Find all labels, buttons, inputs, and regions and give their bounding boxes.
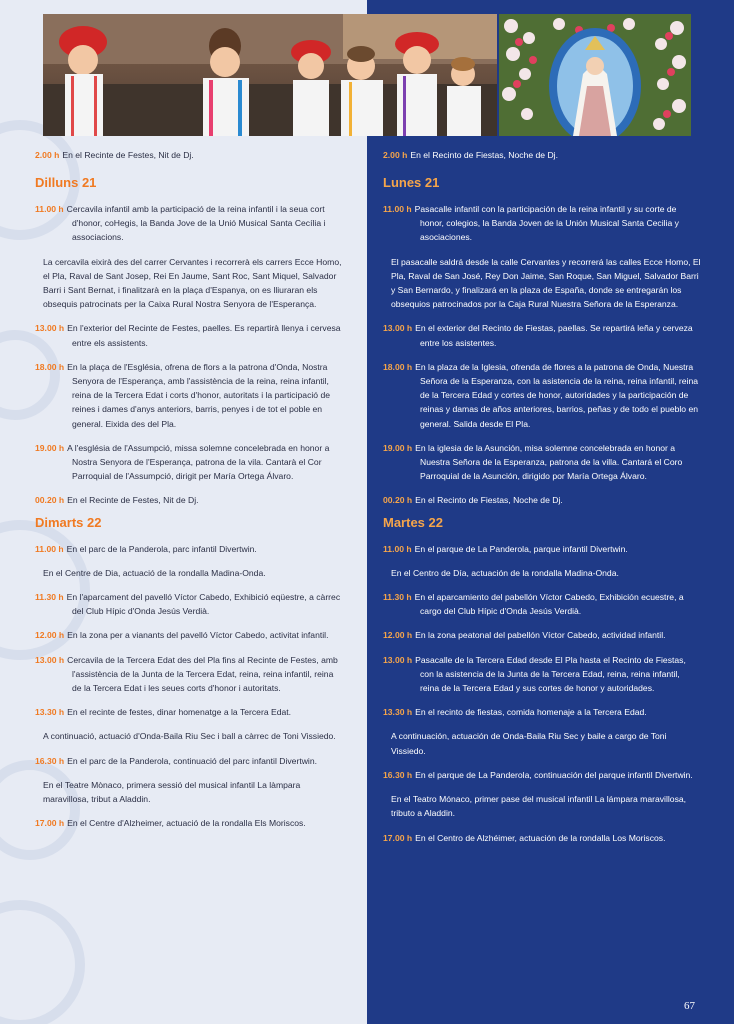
entry-text: En l'exterior del Recinte de Festes, paelles. Es repartirà llenya i cervesa entre els assistents. (67, 323, 341, 348)
entry-time: 17.00 h (383, 832, 413, 843)
entry-text: Pasacalle infantil con la participación de la reina infantil y su corte de honor, colegios, la Banda Joven de la Unión Musical Santa Cecilia y asociaciones. (414, 204, 679, 243)
entry-text: En el parc de la Panderola, continuació del parc infantil Divertwin. (67, 755, 317, 766)
entry-time: 11.00 h (35, 204, 64, 214)
schedule-entry (383, 493, 701, 507)
schedule-entry (35, 441, 345, 484)
entry-text: En el recinto de fiestas, comida homenaje a la Tercera Edad. (415, 707, 647, 718)
entry-text: En el parque de La Panderola, parque infantil Divertwin. (414, 543, 628, 554)
entry-text: En el Recinte de Festes, Nit de Dj. (62, 150, 194, 160)
entry-time: 11.00 h (35, 543, 64, 554)
schedule-entry (383, 542, 701, 556)
entry-text: En el exterior del Recinto de Fiestas, paellas. Se repartirá leña y cerveza entre los asistentes. (415, 323, 693, 348)
entry-time: 13.00 h (383, 654, 413, 665)
schedule-entry (383, 590, 701, 618)
entry-time: 19.00 h (383, 442, 413, 453)
entry-time: 16.30 h (383, 769, 413, 780)
schedule-entry (35, 202, 345, 245)
entry-text: En el parque de La Panderola, continuación del parque infantil Divertwin. (415, 769, 693, 780)
schedule-entry (383, 768, 701, 782)
page-number: 67 (684, 1000, 695, 1012)
entry-text: En el aparcamiento del pabellón Víctor Cabedo, Exhibición ecuestre, a cargo del Club Hípic d'Onda Jesús Verdià. (414, 592, 684, 617)
schedule-entry (35, 705, 345, 719)
entry-time: 13.30 h (383, 707, 413, 718)
virgin-flower-offering-photo (499, 14, 691, 136)
entry-text: En el Recinto de Fiestas, Noche de Dj. (415, 495, 563, 506)
schedule-entry (383, 628, 701, 642)
entry-time: 12.00 h (383, 630, 413, 641)
entry-time: 11.30 h (383, 592, 412, 603)
entry-text: A l'església de l'Assumpció, missa solemne concelebrada en honor a Nostra Senyora de l'Esperança, patrona de la vila. Cantarà el Cor Parroquial de l'Assumpció, dirigit per María Ortega Álvaro. (67, 442, 330, 482)
schedule-entry (383, 831, 701, 845)
day-heading: Dilluns 21 (35, 175, 97, 190)
entry-text: En el Recinto de Fiestas, Noche de Dj. (410, 150, 558, 160)
entry-text: En la iglesia de la Asunción, misa solemne concelebrada en honor a Nuestra Señora de la Esperanza, patrona de la villa. Cantará el Coro Parroquial de la Asunción, dirigido por María Ortega Álvaro. (415, 442, 683, 482)
children-parade-photo (43, 14, 497, 136)
schedule-entry (383, 360, 701, 431)
entry-time: 13.00 h (383, 323, 413, 334)
entry-text: En l'aparcament del pavelló Víctor Cabedo, Exhibició eqüestre, a càrrec del Club Hípic d'Onda Jesús Verdià. (66, 592, 341, 617)
entry-time: 11.00 h (383, 543, 412, 554)
entry-text: En el Recinte de Festes, Nit de Dj. (67, 495, 199, 506)
schedule-paragraph: La cercavila eixirà des del carrer Cervantes i recorrerà els carrers Ecce Homo, el Pla, Raval de Sant Josep, Rei En Jaume, Sant Roc, Sant Miquel, Salvador Barri i Sant Bernat, i finalitzarà en la plaça d'Espanya, on es lliuraran els obsequis patrocinats per la Caixa Rural Nostra Senyora de l'Esperança. (43, 256, 342, 310)
entry-time: 00.20 h (35, 495, 65, 506)
entry-time: 13.00 h (35, 654, 65, 665)
valencian-column (35, 148, 345, 831)
day-heading: Lunes 21 (383, 175, 440, 190)
entry-time: 11.30 h (35, 592, 64, 603)
schedule-entry (35, 493, 345, 507)
schedule-entry (383, 148, 701, 162)
entry-text: En la plaça de l'Església, ofrena de flors a la patrona d'Onda, Nostra Senyora de l'Esperança, amb l'assistència de la reina, reina infantil, reina de la Tercera Edat i corts d'honor, autoritats i la participació de reines i dames d'anys anteriors, barris, penyes i de tot el poble en general. Eixida des del Pla. (67, 361, 331, 429)
schedule-entry (35, 542, 345, 556)
entry-text: En la zona peatonal del pabellón Víctor Cabedo, actividad infantil. (415, 630, 666, 641)
schedule-paragraph: En el Teatre Mònaco, primera sessió del musical infantil La làmpara maravillosa, tribut a Aladdin. (43, 779, 301, 805)
schedule-entry (35, 628, 345, 642)
entry-text: En el recinte de festes, dinar homenatge a la Tercera Edat. (67, 707, 292, 718)
schedule-entry (383, 653, 701, 696)
schedule-entry (383, 321, 701, 349)
day-heading: Dimarts 22 (35, 514, 102, 530)
entry-time: 18.00 h (383, 361, 413, 372)
entry-text: Pasacalle de la Tercera Edad desde El Pla hasta el Recinto de Fiestas, con la asistencia de la Junta de la Tercera Edad, reina, reina infantil, reina de la Tercera Edad y sus cortes de honor y autoridades. (415, 654, 686, 694)
schedule-paragraph: A continuació, actuació d'Onda-Baila Riu Sec i ball a càrrec de Toni Vissiedo. (43, 731, 336, 742)
entry-time: 13.00 h (35, 323, 65, 334)
entry-time: 17.00 h (35, 818, 65, 829)
schedule-entry (35, 148, 345, 162)
schedule-paragraph: En el Centro de Día, actuación de la rondalla Madina-Onda. (391, 567, 619, 578)
entry-time: 16.30 h (35, 755, 65, 766)
entry-time: 11.00 h (383, 204, 412, 214)
schedule-entry (35, 816, 345, 830)
entry-text: En el parc de la Panderola, parc infantil Divertwin. (66, 543, 257, 554)
schedule-entry (383, 441, 701, 484)
entry-text: En el Centro de Alzhéimer, actuación de la rondalla Los Moriscos. (415, 832, 666, 843)
entry-time: 2.00 h (35, 150, 60, 160)
day-heading: Martes 22 (383, 514, 443, 530)
entry-time: 12.00 h (35, 630, 65, 641)
entry-text: En el Centre d'Alzheimer, actuació de la rondalla Els Moriscos. (67, 818, 306, 829)
schedule-entry (383, 202, 701, 245)
entry-text: Cercavila infantil amb la participació de la reina infantil i la seua cort d'honor, coHegis, la Banda Jove de la Unió Musical Santa Cecília i associacions. (66, 204, 326, 243)
entry-text: En la plaza de la Iglesia, ofrenda de flores a la patrona de Onda, Nuestra Señora de la Esperanza, con la asistencia de la reina, reina infantil, reina de la Tercera Edad y cortes de honor, autoridades y la participación de reinas y damas de años anteriores, barrios, peñas y de todo el pueblo en general. Salida desde El Pla. (415, 361, 699, 429)
schedule-entry (35, 653, 345, 696)
schedule-entry (35, 590, 345, 618)
entry-time: 2.00 h (383, 150, 408, 160)
schedule-entry (35, 321, 345, 349)
schedule-entry (383, 705, 701, 719)
schedule-entry (35, 754, 345, 768)
schedule-paragraph: En el Centre de Dia, actuació de la rondalla Madina-Onda. (43, 567, 266, 578)
entry-time: 18.00 h (35, 361, 65, 372)
schedule-paragraph: El pasacalle saldrá desde la calle Cervantes y recorrerá las calles Ecce Homo, El Pla, Raval de San José, Rey Don Jaime, San Roque, San Miguel, Salvador Barri y San Bernardo, y finalizará en la plaza de España, donde se entregarán los obsequios patrocinados por la Caja Rural Nuestra Señora de la Esperanza. (391, 256, 701, 310)
spanish-column (383, 148, 701, 845)
entry-text: En la zona per a vianants del pavelló Víctor Cabedo, activitat infantil. (67, 630, 329, 641)
schedule-paragraph: En el Teatro Mónaco, primer pase del musical infantil La lámpara maravillosa, tributo a Aladdin. (391, 794, 687, 819)
schedule-entry (35, 360, 345, 431)
entry-time: 00.20 h (383, 495, 413, 506)
schedule-paragraph: A continuación, actuación de Onda-Baila Riu Sec y baile a cargo de Toni Vissiedo. (391, 731, 667, 756)
entry-time: 13.30 h (35, 707, 65, 718)
entry-text: Cercavila de la Tercera Edat des del Pla fins al Recinte de Festes, amb l'assistència de la Junta de la Tercera Edat, reina, reina infantil, reina de la Tercera Edat i les seues corts d'honor i autoritats. (67, 654, 338, 694)
entry-time: 19.00 h (35, 442, 65, 453)
